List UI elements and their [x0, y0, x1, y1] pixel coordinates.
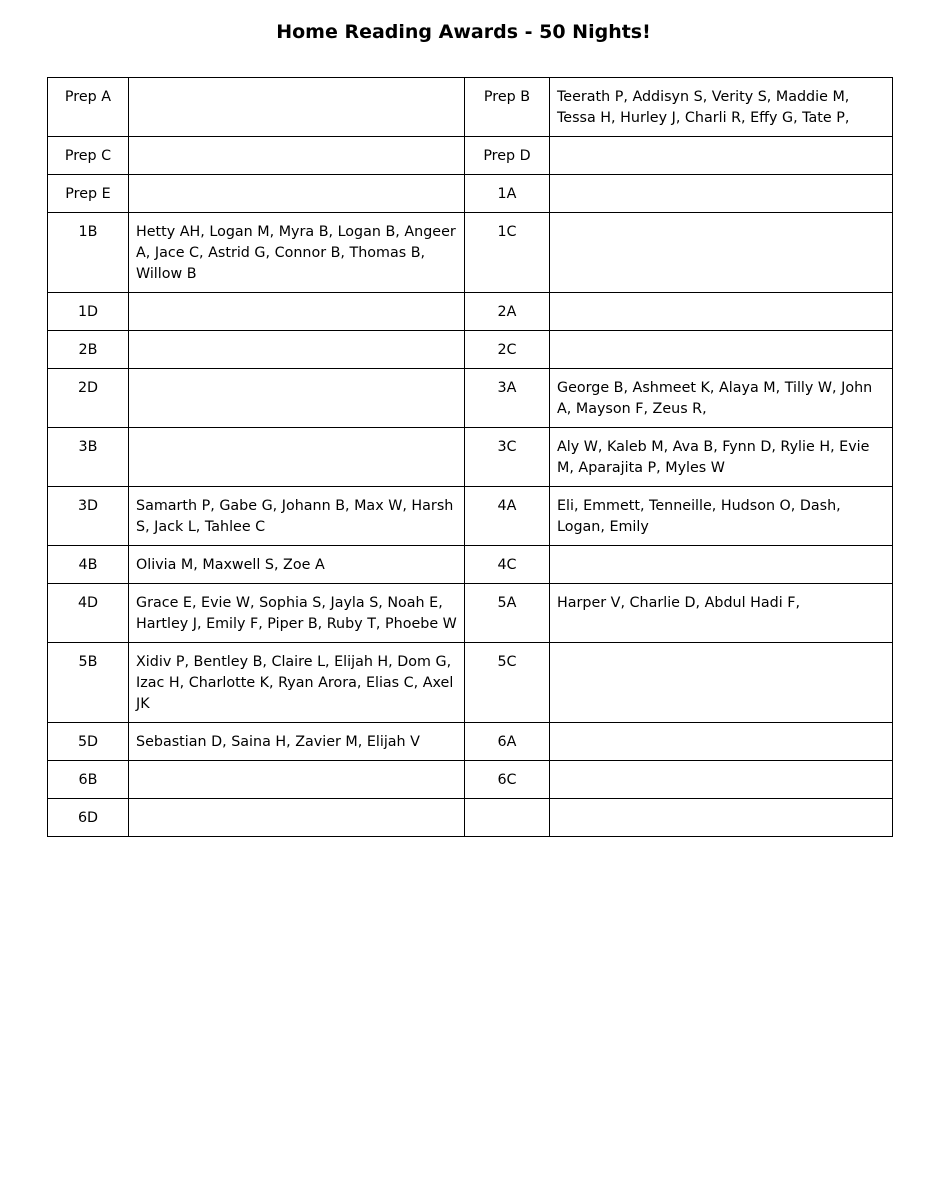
table-row — [48, 643, 893, 723]
class-cell: Prep C — [48, 137, 129, 175]
names-cell: Aly W, Kaleb M, Ava B, Fynn D, Rylie H, Evie M, Aparajita P, Myles W — [550, 428, 893, 487]
class-cell: 5A — [465, 584, 550, 643]
class-cell: Prep B — [465, 78, 550, 137]
class-cell: 6C — [465, 761, 550, 799]
names-cell — [550, 137, 893, 175]
class-cell: 6A — [465, 723, 550, 761]
names-cell: Grace E, Evie W, Sophia S, Jayla S, Noah E, Hartley J, Emily F, Piper B, Ruby T, Phoebe W — [129, 584, 465, 643]
table-row — [48, 369, 893, 428]
class-cell: 3D — [48, 487, 129, 546]
class-cell: 1D — [48, 293, 129, 331]
class-cell: 4A — [465, 487, 550, 546]
class-cell: 2B — [48, 331, 129, 369]
class-cell: 3C — [465, 428, 550, 487]
class-cell: 2C — [465, 331, 550, 369]
class-cell: Prep E — [48, 175, 129, 213]
names-cell — [550, 643, 893, 723]
class-cell: 5D — [48, 723, 129, 761]
class-cell: 6B — [48, 761, 129, 799]
table-row — [48, 487, 893, 546]
awards-table — [47, 77, 893, 837]
table-row — [48, 213, 893, 293]
table-row — [48, 331, 893, 369]
names-cell — [129, 78, 465, 137]
names-cell — [550, 723, 893, 761]
table-row — [48, 293, 893, 331]
names-cell: Teerath P, Addisyn S, Verity S, Maddie M, Tessa H, Hurley J, Charli R, Effy G, Tate P, — [550, 78, 893, 137]
class-cell: 2A — [465, 293, 550, 331]
names-cell — [129, 761, 465, 799]
names-cell: George B, Ashmeet K, Alaya M, Tilly W, John A, Mayson F, Zeus R, — [550, 369, 893, 428]
names-cell — [129, 428, 465, 487]
names-cell: Xidiv P, Bentley B, Claire L, Elijah H, Dom G, Izac H, Charlotte K, Ryan Arora, Elias C, Axel JK — [129, 643, 465, 723]
names-cell — [129, 799, 465, 837]
class-cell: 6D — [48, 799, 129, 837]
table-row — [48, 175, 893, 213]
names-cell — [129, 331, 465, 369]
class-cell: 3A — [465, 369, 550, 428]
names-cell — [129, 175, 465, 213]
class-cell: 4D — [48, 584, 129, 643]
class-cell: 1B — [48, 213, 129, 293]
class-cell: 4B — [48, 546, 129, 584]
class-cell: 1C — [465, 213, 550, 293]
class-cell: 5B — [48, 643, 129, 723]
table-row — [48, 584, 893, 643]
class-cell: 3B — [48, 428, 129, 487]
names-cell — [550, 331, 893, 369]
names-cell — [550, 293, 893, 331]
class-cell: Prep D — [465, 137, 550, 175]
names-cell — [129, 137, 465, 175]
class-cell: 5C — [465, 643, 550, 723]
names-cell — [550, 799, 893, 837]
names-cell — [550, 213, 893, 293]
table-row — [48, 799, 893, 837]
names-cell: Sebastian D, Saina H, Zavier M, Elijah V — [129, 723, 465, 761]
table-row — [48, 723, 893, 761]
class-cell — [465, 799, 550, 837]
awards-table-body — [48, 78, 893, 837]
names-cell — [550, 761, 893, 799]
class-cell: 4C — [465, 546, 550, 584]
names-cell: Hetty AH, Logan M, Myra B, Logan B, Angeer A, Jace C, Astrid G, Connor B, Thomas B, Willow B — [129, 213, 465, 293]
class-cell: Prep A — [48, 78, 129, 137]
table-row — [48, 546, 893, 584]
names-cell: Samarth P, Gabe G, Johann B, Max W, Harsh S, Jack L, Tahlee C — [129, 487, 465, 546]
class-cell: 2D — [48, 369, 129, 428]
names-cell — [129, 369, 465, 428]
table-row — [48, 761, 893, 799]
class-cell: 1A — [465, 175, 550, 213]
page-title: Home Reading Awards - 50 Nights! — [276, 21, 651, 43]
table-row — [48, 137, 893, 175]
names-cell — [129, 293, 465, 331]
table-row — [48, 78, 893, 137]
names-cell: Eli, Emmett, Tenneille, Hudson O, Dash, Logan, Emily — [550, 487, 893, 546]
names-cell: Harper V, Charlie D, Abdul Hadi F, — [550, 584, 893, 643]
names-cell: Olivia M, Maxwell S, Zoe A — [129, 546, 465, 584]
names-cell — [550, 175, 893, 213]
table-row — [48, 428, 893, 487]
names-cell — [550, 546, 893, 584]
